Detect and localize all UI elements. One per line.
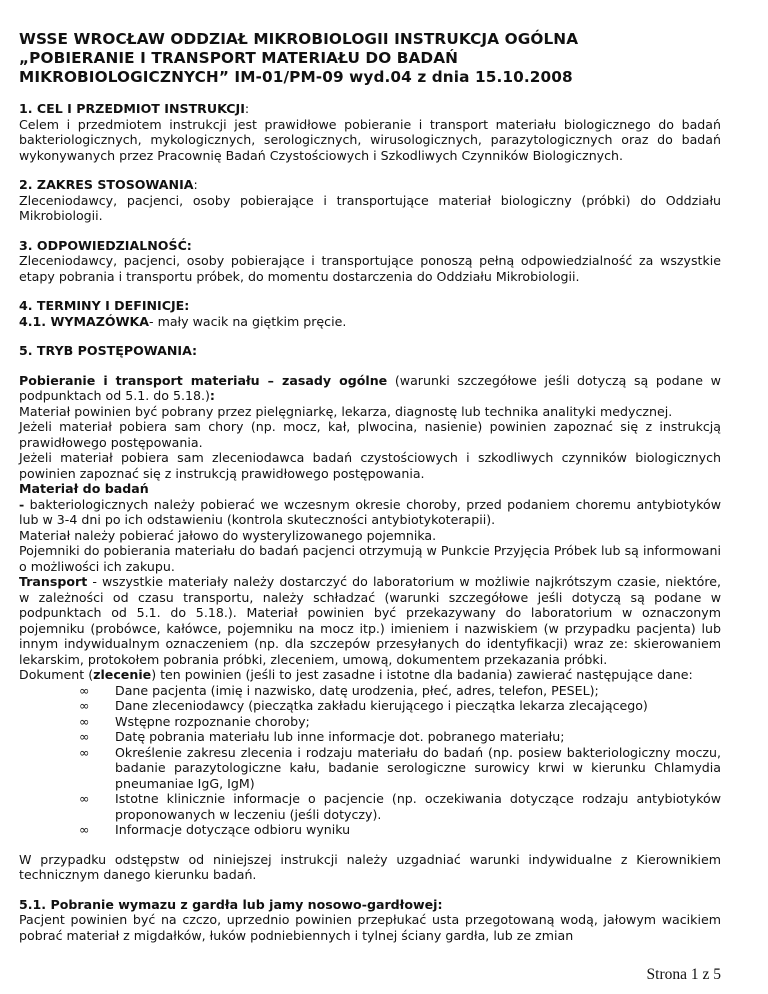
section-3 bbox=[19, 238, 721, 285]
section-3-text: Zleceniodawcy, pacjenci, osoby pobierające i transportujące ponoszą pełną odpowiedzialność za wszystkie etapy pobrania i transportu próbek, do momentu dostarczenia do Oddziału Mikrobiologii. bbox=[19, 253, 721, 284]
bullet-symbol: ∞ bbox=[79, 744, 90, 760]
section-1-heading: 1. CEL I PRZEDMIOT INSTRUKCJI bbox=[19, 101, 245, 116]
list-item: ∞ Dane pacjenta (imię i nazwisko, datę urodzenia, płeć, adres, telefon, PESEL); bbox=[79, 682, 599, 698]
paragraph-sterile: Materiał należy pobierać jałowo do wysterylizowanego pojemnika. bbox=[19, 527, 437, 543]
paragraph-who-collects: Materiał powinien być pobrany przez pielęgniarkę, lekarza, diagnostę lub technika analityki medycznej. bbox=[19, 403, 673, 419]
section-4-heading: 4. TERMINY I DEFINICJE: bbox=[19, 298, 190, 313]
bullet-symbol: ∞ bbox=[79, 791, 90, 806]
title-line-2: „POBIERANIE I TRANSPORT MATERIAŁU DO BADAŃ bbox=[19, 49, 459, 67]
page-number: Strona 1 z 5 bbox=[646, 966, 721, 983]
section-2-text: Zleceniodawcy, pacjenci, osoby pobierające i transportujące materiał biologiczny (próbki) do Oddziału Mikrobiologii. bbox=[19, 192, 721, 223]
title-line-1: WSSE WROCŁAW ODDZIAŁ MIKROBIOLOGII INSTRUKCJA OGÓLNA bbox=[19, 30, 579, 48]
section-5-heading: 5. TRYB POSTĘPOWANIA: bbox=[19, 343, 198, 358]
paragraph-deviations: W przypadku odstępstw od niniejszej instrukcji należy uzgadniać warunki indywidualne z Kierownikiem technicznym danego kierunku badań. bbox=[19, 851, 721, 882]
section-3-heading: 3. ODPOWIEDZIALNOŚĆ: bbox=[19, 237, 192, 253]
section-4 bbox=[19, 298, 721, 329]
section-2: 2. ZAKRES STOSOWANIA: Zleceniodawcy, pacjenci, osoby pobierające i transportujące materiał biologiczny (próbki) do Oddziału Mikrobiologii. bbox=[19, 177, 721, 223]
paragraph-material: - bakteriologicznych należy pobierać we wczesnym okresie choroby, przed podaniem choremu antybiotyków lub w 3-4 dni po ich odstawieniu (kontrola skuteczności antybiotykoterapii). bbox=[19, 496, 721, 527]
bullet-symbol: ∞ bbox=[79, 729, 90, 744]
bullet-symbol: ∞ bbox=[79, 698, 90, 713]
general-rules-intro: Pobieranie i transport materiału – zasady ogólne (warunki szczegółowe jeśli dotyczą są podane w podpunktach od 5.1. do 5.18.): bbox=[19, 372, 721, 403]
section-5-heading-block bbox=[19, 343, 721, 359]
list-item: ∞ Wstępne rozpoznanie choroby; bbox=[79, 713, 310, 729]
paragraph-client-collects: Jeżeli materiał pobiera sam zleceniodawca badań czystościowych i szkodliwych czynników biologicznych powinien zapoznać się z instrukcją prawidłowego postępowania. bbox=[19, 450, 721, 481]
list-item: ∞ Istotne klinicznie informacje o pacjencie (np. oczekiwania dotyczące rodzaju antybiotyków proponowanych w leczeniu (jeśli dotyczy). bbox=[79, 791, 721, 822]
paragraph-document: Dokument (zlecenie) ten powinien (jeśli to jest zasadne i istotne dla badania) zawierać następujące dane: bbox=[19, 667, 693, 682]
title-line-3: MIKROBIOLOGICZNYCH” IM-01/PM-09 wyd.04 z dnia 15.10.2008 bbox=[19, 68, 573, 86]
list-item: ∞ Określenie zakresu zlecenia i rodzaju materiału do badań (np. posiew bakteriologiczny moczu, badanie parazytologiczne kału, badanie serologiczne surowicy krwi w kierunku Chlamydia pneumaniae IgG, IgM) bbox=[79, 744, 721, 791]
list-item: ∞ Datę pobrania materiału lub inne informacje dot. pobranego materiału; bbox=[79, 729, 565, 744]
section-5-1 bbox=[19, 897, 721, 944]
section-5-1-text: Pacjent powinien być na czczo, uprzednio powinien przepłukać usta przegotowaną wodą, jałowym wacikiem pobrać materiał z migdałków, łuków podniebiennych i tylnej ściany gardła, lub ze zmian bbox=[19, 912, 721, 943]
bullet-symbol: ∞ bbox=[79, 822, 90, 837]
list-item: ∞ Dane zleceniodawcy (pieczątka zakładu kierującego i pieczątka lekarza zlecającego) bbox=[79, 698, 648, 713]
list-item: ∞ Informacje dotyczące odbioru wyniku bbox=[79, 822, 351, 837]
paragraph-patient-collects: Jeżeli materiał pobiera sam chory (np. mocz, kał, plwocina, nasienie) powinien zapoznać się z instrukcją prawidłowego postępowania. bbox=[19, 419, 721, 450]
bullet-symbol: ∞ bbox=[79, 713, 90, 729]
section-5-body bbox=[19, 373, 721, 883]
section-5-1-heading: 5.1. Pobranie wymazu z gardła lub jamy nosowo-gardłowej: bbox=[19, 896, 443, 912]
document-title bbox=[19, 30, 721, 87]
section-2-heading: 2. ZAKRES STOSOWANIA bbox=[19, 177, 194, 192]
paragraph-containers: Pojemniki do pobierania materiału do badań pacjenci otrzymują w Punkcie Przyjęcia Próbek lub są informowani o możliwości ich zakupu. bbox=[19, 543, 721, 574]
paragraph-transport: Transport - wszystkie materiały należy dostarczyć do laboratorium w możliwie najkrótszym czasie, niektóre, w zależności od czasu transportu, należy schładzać (warunki szczegółowe jeśli dotyczą są podane w podpunktach od 5.1. do 5.18.). Materiał powinien być przekazywany do laboratorium w oznaczonym pojemniku (probówce, kałówce, pojemniku na mocz itp.) imieniem i nazwiskiem (w przypadku pacjenta) lub innym indywidualnym oznaczeniem (np. dla szczepów przesyłanych do identyfikacji) wraz ze: skierowaniem lekarskim, protokołem pobrania próbki, zleceniem, umową, dokumentem przekazania próbki. bbox=[19, 574, 721, 667]
section-1-text: Celem i przedmiotem instrukcji jest prawidłowe pobieranie i transport materiału biologicznego do badań bakteriologicznych, mykologicznych, serologicznych, wirusologicznych, parazytologicznych oraz do badań wykonywanych przez Pracownię Badań Czystościowych i Szkodliwych Czynników Biologicznych. bbox=[19, 116, 721, 163]
definition-wymazowka: 4.1. WYMAZÓWKA- mały wacik na giętkim pręcie. bbox=[19, 313, 347, 329]
bullet-symbol: ∞ bbox=[79, 682, 90, 698]
material-heading: Materiał do badań bbox=[19, 481, 149, 496]
section-1: 1. CEL I PRZEDMIOT INSTRUKCJI: Celem i przedmiotem instrukcji jest prawidłowe pobieranie i transport materiału biologicznego do badań bakteriologicznych, mykologicznych, serologicznych, wirusologicznych, parazytologicznych oraz do badań wykonywanych przez Pracownię Badań Czystościowych i Szkodliwych Czynników Biologicznych. bbox=[19, 101, 721, 163]
required-data-list bbox=[19, 683, 721, 838]
